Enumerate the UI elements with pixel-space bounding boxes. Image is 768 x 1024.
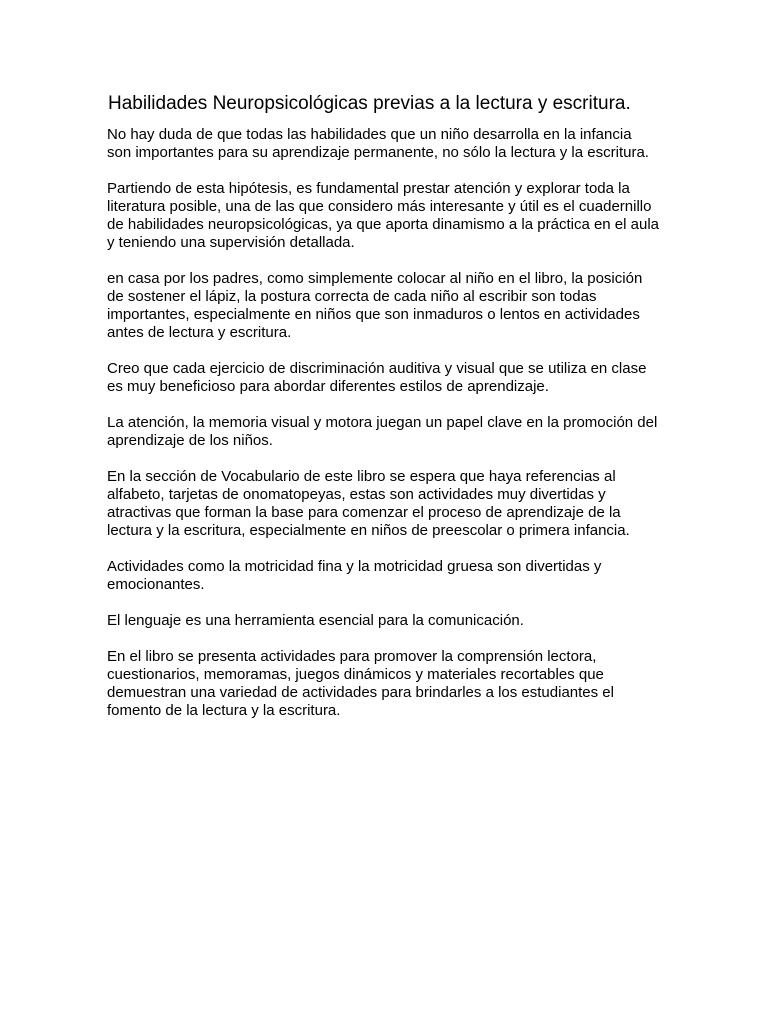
text-line: lectura y la escritura, especialmente en niños de preescolar o primera infancia.: [107, 522, 630, 539]
text-line: fomento de la lectura y la escritura.: [107, 702, 341, 719]
paragraph: [107, 414, 672, 450]
document-title: Habilidades Neuropsicológicas previas a la lectura y escritura.: [108, 93, 631, 114]
text-line: emocionantes.: [107, 576, 205, 593]
paragraph: [107, 270, 672, 342]
text-line: es muy beneficioso para abordar diferentes estilos de aprendizaje.: [107, 378, 549, 395]
text-line: Partiendo de esta hipótesis, es fundamental prestar atención y explorar toda la: [107, 180, 630, 197]
paragraph: [107, 648, 672, 720]
text-line: son importantes para su aprendizaje permanente, no sólo la lectura y la escritura.: [107, 144, 649, 161]
paragraph: [107, 468, 672, 540]
paragraph: [107, 180, 672, 252]
text-line: En el libro se presenta actividades para promover la comprensión lectora,: [107, 648, 597, 665]
text-line: La atención, la memoria visual y motora juegan un papel clave en la promoción del: [107, 414, 658, 431]
text-line: cuestionarios, memoramas, juegos dinámicos y materiales recortables que: [107, 666, 604, 683]
text-line: de habilidades neuropsicológicas, ya que aporta dinamismo a la práctica en el aula: [107, 216, 660, 233]
text-line: importantes, especialmente en niños que son inmaduros o lentos en actividades: [107, 306, 640, 323]
document-body: [107, 126, 672, 738]
paragraph: [107, 558, 672, 594]
text-line: Creo que cada ejercicio de discriminación auditiva y visual que se utiliza en clase: [107, 360, 647, 377]
text-line: En la sección de Vocabulario de este libro se espera que haya referencias al: [107, 468, 616, 485]
text-line: aprendizaje de los niños.: [107, 432, 273, 449]
paragraph: [107, 612, 672, 630]
text-line: No hay duda de que todas las habilidades que un niño desarrolla en la infancia: [107, 126, 632, 143]
text-line: y teniendo una supervisión detallada.: [107, 234, 355, 251]
text-line: alfabeto, tarjetas de onomatopeyas, estas son actividades muy divertidas y: [107, 486, 606, 503]
text-line: en casa por los padres, como simplemente colocar al niño en el libro, la posición: [107, 270, 643, 287]
paragraph: [107, 360, 672, 396]
paragraph: [107, 126, 672, 162]
text-line: antes de lectura y escritura.: [107, 324, 292, 341]
text-line: El lenguaje es una herramienta esencial para la comunicación.: [107, 612, 524, 629]
text-line: Actividades como la motricidad fina y la motricidad gruesa son divertidas y: [107, 558, 602, 575]
text-line: atractivas que forman la base para comenzar el proceso de aprendizaje de la: [107, 504, 621, 521]
text-line: de sostener el lápiz, la postura correcta de cada niño al escribir son todas: [107, 288, 597, 305]
text-line: demuestran una variedad de actividades para brindarles a los estudiantes el: [107, 684, 614, 701]
text-line: literatura posible, una de las que considero más interesante y útil es el cuadernillo: [107, 198, 652, 215]
